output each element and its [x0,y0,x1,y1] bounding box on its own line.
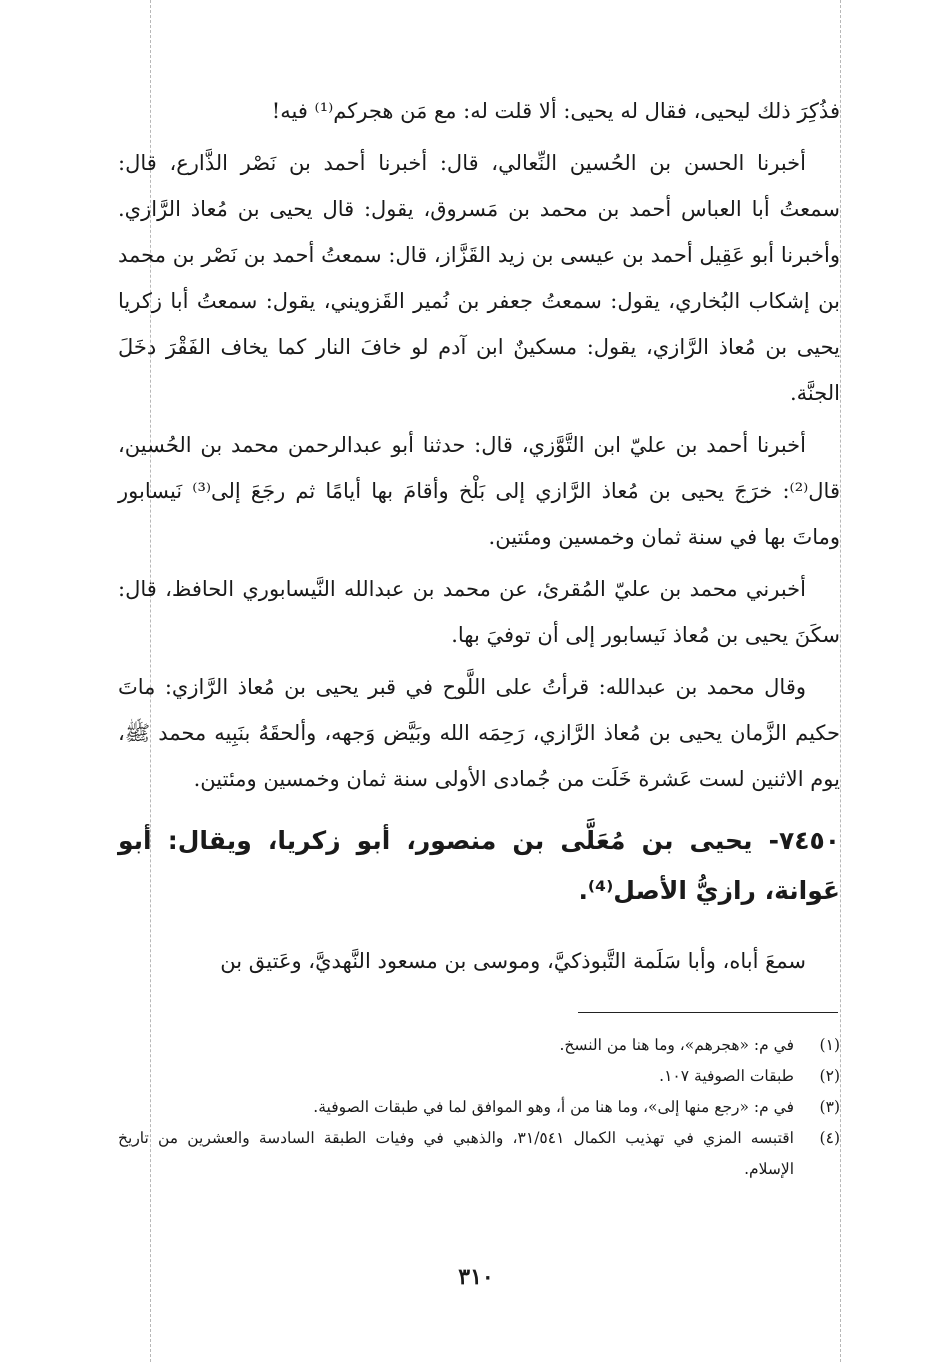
main-text [118,88,840,990]
paragraph: أخبرني محمد بن عليّ المُقرئ، عن محمد بن عبدالله النَّيسابوري الحافظ، قال: سكَنَ يحيى بن مُعاذ نَيسابور إلى أن توفيَ بها. [118,577,840,647]
footnote-text: اقتبسه المزي في تهذيب الكمال ٣١/٥٤١، والذهبي في وفيات الطبقة السادسة والعشرين من تاريخ الإسلام. [118,1129,794,1178]
footnote [118,1123,840,1185]
footnote-text: طبقات الصوفية ١٠٧. [659,1067,794,1085]
footnote [118,1092,840,1123]
page-number: ٣١٠ [458,1264,494,1290]
footnote-text: في م: «رجع منها إلى»، وما هنا من أ، وهو الموافق لما في طبقات الصوفية. [313,1098,794,1116]
footnote-number: (٣) [819,1098,840,1116]
paragraph: فذُكِرَ ذلك ليحيى، فقال له يحيى: ألا قلت له: مع مَن هجركم⁽¹⁾ فيه! [271,99,840,123]
paragraph: أخبرنا الحسن بن الحُسين النِّعالي، قال: أخبرنا أحمد بن نَصْر الذَّارع، قال: سمعتُ أبا العباس أحمد بن محمد بن مَسروق، يقول: قال يحيى بن مُعاذ الرَّازي. وأخبرنا أبو عَقِيل أحمد بن عيسى بن زيد القَزَّاز، قال: سمعتُ أحمد بن نَصْر بن محمد بن إشكاب البُخاري، يقول: سمعتُ جعفر بن نُمير القَزويني، يقول: سمعتُ أبا زكريا يحيى بن مُعاذ الرَّازي، يقول: مسكينٌ ابن آدم لو خافَ النار كما يخاف الفَقْرَ دخَلَ الجنَّة. [118,151,840,405]
paragraph: وقال محمد بن عبدالله: قرأتُ على اللَّوح في قبر يحيى بن مُعاذ الرَّازي: ماتَ حكيم الزَّمان يحيى بن مُعاذ الرَّازي، رَحِمَه الله وبَيَّض وَجهه، وألحقَهُ بنَبِيه محمد ﷺ، يوم الاثنين لست عَشرة خَلَت من جُمادى الأولى سنة ثمان وخمسين ومئتين. [118,675,840,791]
footnote-number: (٢) [819,1067,840,1085]
entry-first-line: سمعَ أباه، وأبا سَلَمة التَّبوذكيَّ، وموسى بن مسعود النَّهديَّ، وعَتيق بن [220,949,806,973]
entry-heading: ٧٤٥٠- يحيى بن مُعَلَّى بن منصور، أبو زكريا، ويقال: أبو عَوانة، رازيُّ الأصل⁽⁴⁾. [118,826,840,905]
scan-guide-line [840,0,841,1362]
footnote-number: (٤) [819,1129,840,1147]
footnotes [118,1030,840,1185]
footnote-number: (١) [819,1036,840,1054]
footnote [118,1030,840,1061]
footnote [118,1061,840,1092]
footnote-text: في م: «هجرهم»، وما هنا من النسخ. [559,1036,794,1054]
footnote-divider [578,1012,838,1013]
paragraph: أخبرنا أحمد بن عليّ ابن التَّوَّزي، قال: حدثنا أبو عبدالرحمن محمد بن الحُسين، قال⁽²⁾: خرَجَ يحيى بن مُعاذ الرَّازي إلى بَلْخ وأقامَ بها أيامًا ثم رجَعَ إلى⁽³⁾ نَيسابور وماتَ بها في سنة ثمان وخمسين ومئتين. [118,433,840,549]
